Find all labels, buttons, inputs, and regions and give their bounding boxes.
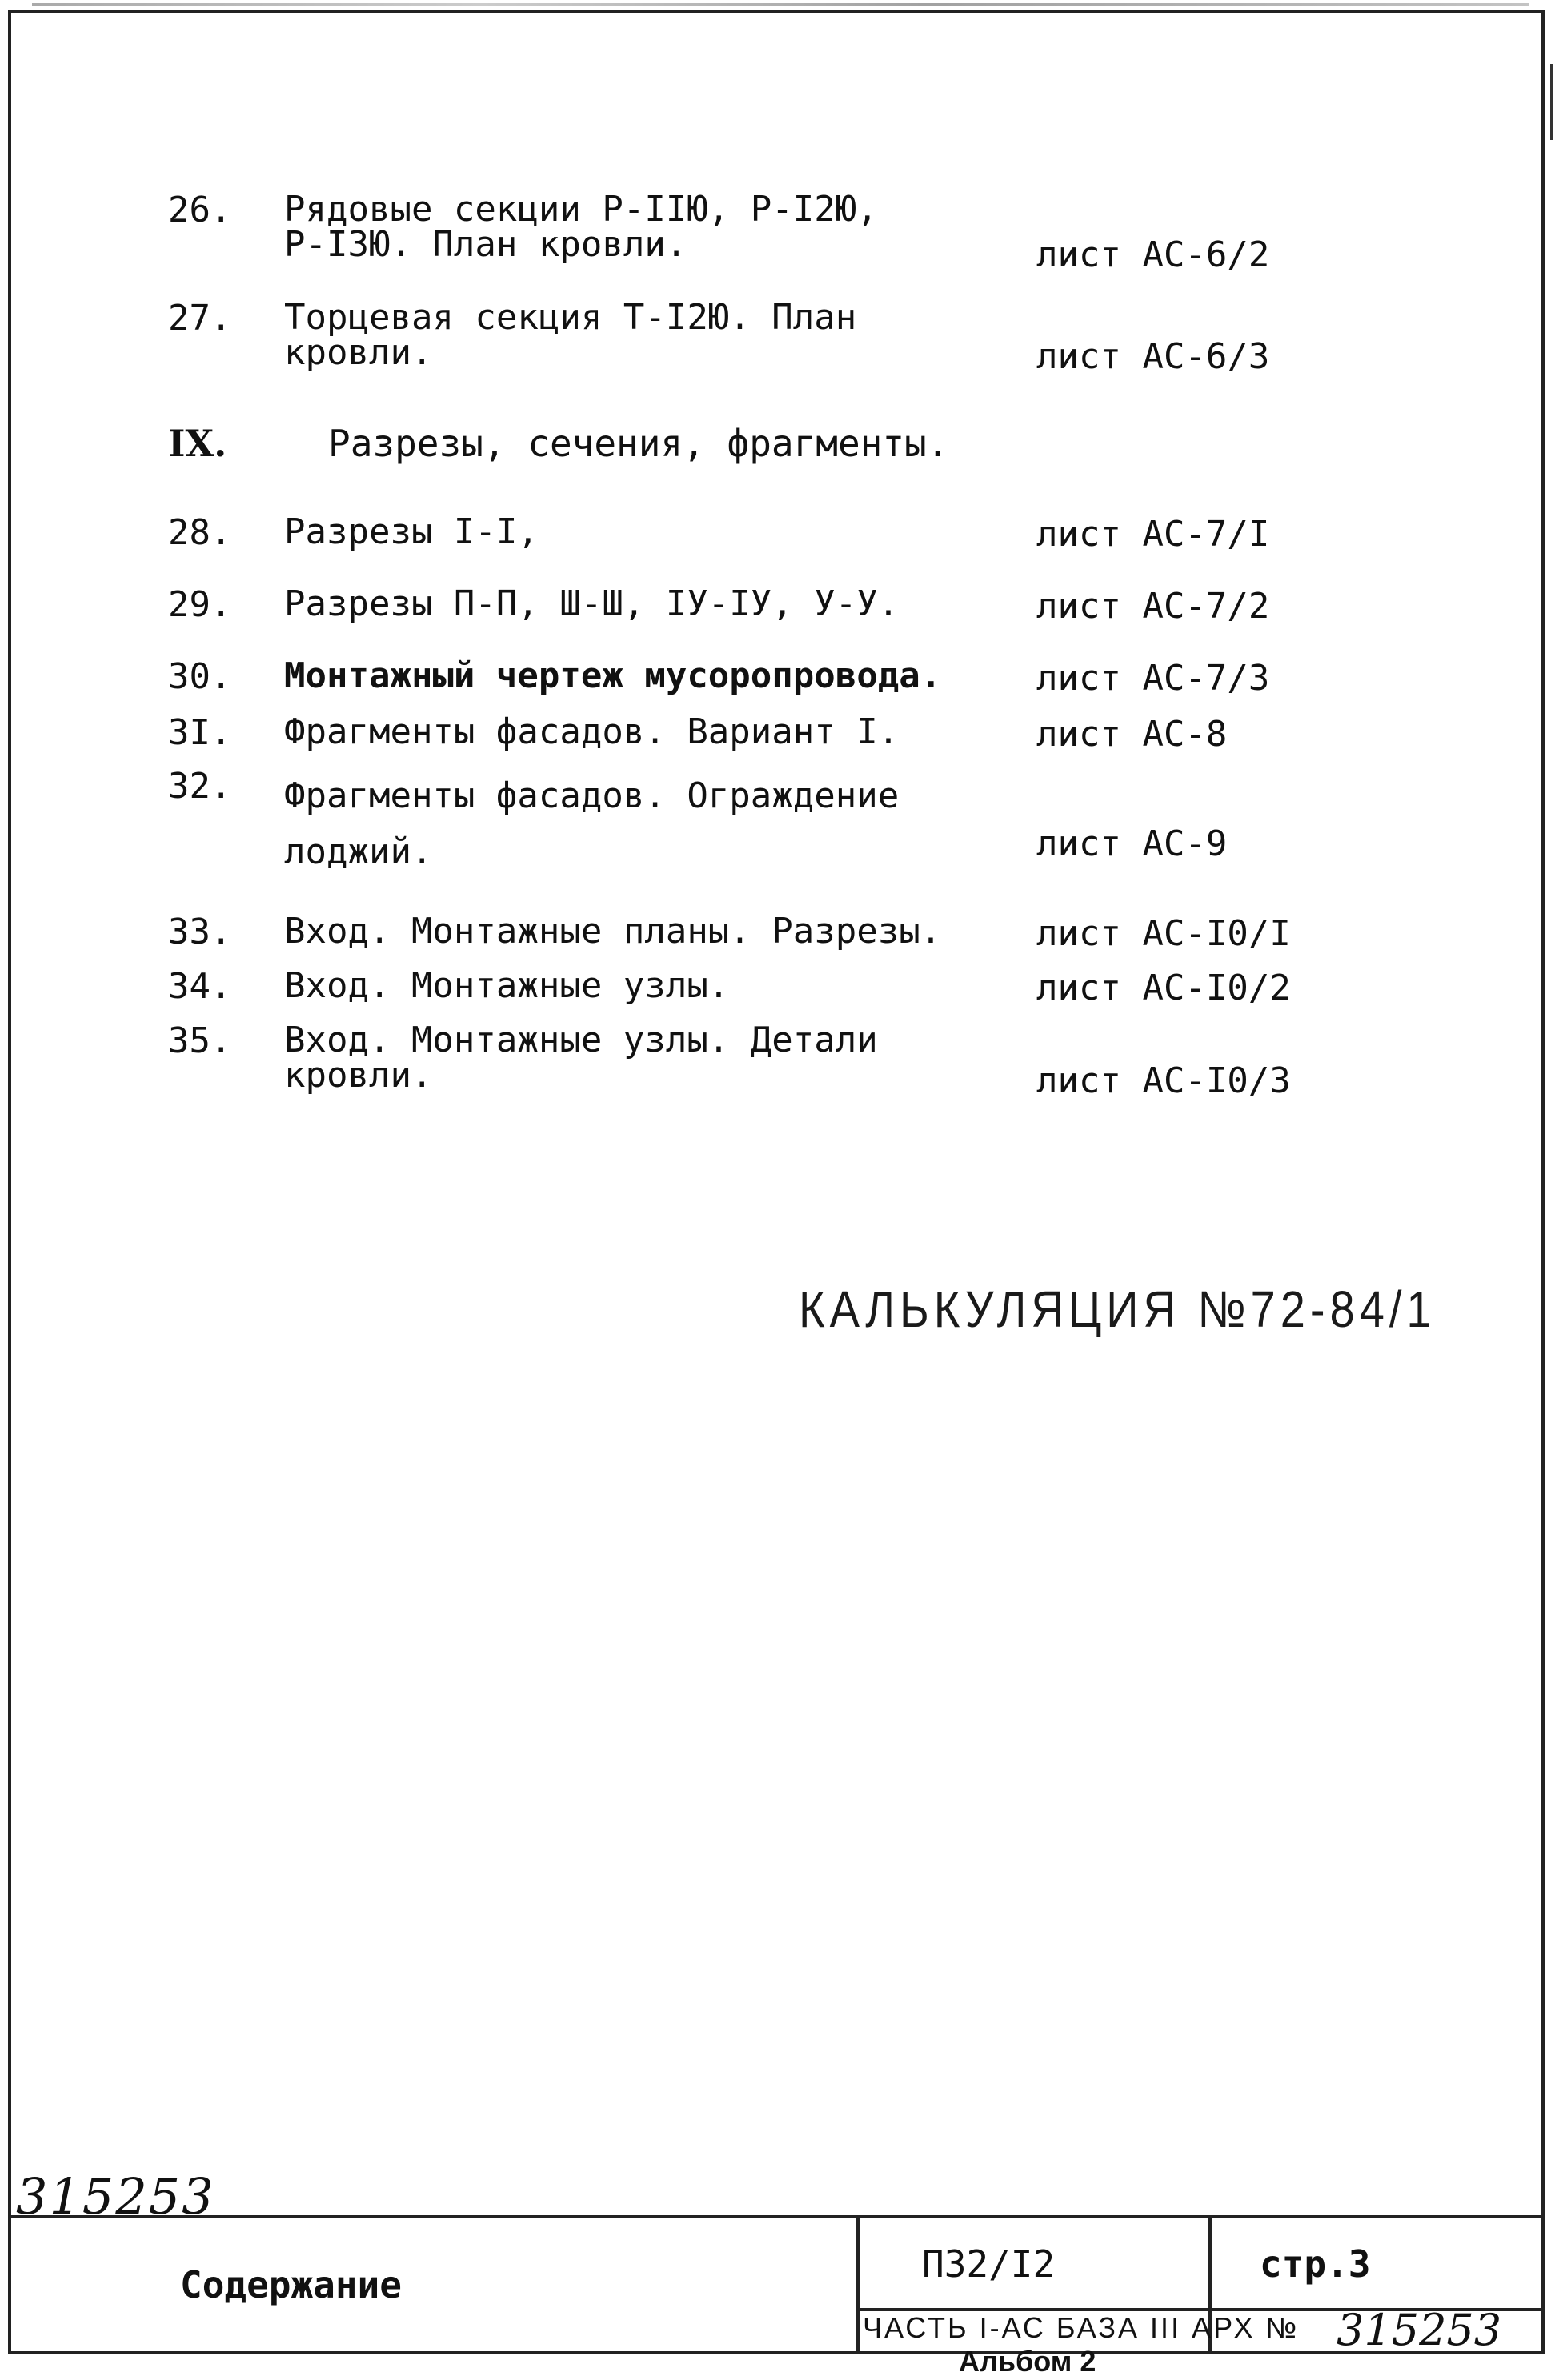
project-code: П32/I2: [922, 2242, 1056, 2286]
item-sheet-ref: лист АС-I0/I: [1036, 913, 1291, 954]
item-sheet-ref: лист АС-6/2: [1036, 234, 1270, 275]
section-title: Разрезы, сечения, фрагменты.: [328, 422, 949, 465]
item-title: Торцевая секция Т-I2Ю. План кровли.: [284, 297, 857, 373]
item-number: 26.: [168, 190, 232, 230]
item-sheet-ref: лист АС-7/3: [1036, 658, 1270, 699]
item-number: 28.: [168, 512, 232, 553]
item-title: Фрагменты фасадов. Ограждение лоджий.: [284, 775, 900, 872]
section-heading: [168, 422, 949, 465]
item-number: 30.: [168, 656, 232, 697]
item-number: 35.: [168, 1020, 232, 1061]
archive-number-handwritten: 315253: [16, 2167, 215, 2226]
item-number: 32.: [168, 766, 232, 807]
margin-mark: [1550, 64, 1553, 140]
item-title: Фрагменты фасадов. Вариант I.: [284, 711, 900, 752]
section-number: IX.: [168, 422, 227, 465]
item-title: Вход. Монтажные узлы.: [284, 965, 730, 1006]
item-number: 27.: [168, 298, 232, 339]
item-sheet-ref: лист АС-7/2: [1036, 586, 1270, 627]
item-title: Разрезы П-П, Ш-Ш, IУ-IУ, У-У.: [284, 583, 900, 624]
item-title: Монтажный чертеж мусоропровода.: [284, 655, 942, 696]
item-title: Разрезы I-I,: [284, 511, 539, 552]
item-sheet-ref: лист АС-9: [1036, 823, 1228, 864]
calculation-handwritten-note: КАЛЬКУЛЯЦИЯ №72-84/1: [799, 1280, 1437, 1338]
item-title: Рядовые секции Р-IIЮ, Р-I2Ю, Р-I3Ю. План кровли.: [284, 189, 878, 265]
item-title: Вход. Монтажные узлы. Детали кровли.: [284, 1020, 878, 1096]
part-and-archive-label: ЧАСТЬ I-АС БАЗА III АРХ №: [863, 2311, 1300, 2344]
item-sheet-ref: лист АС-7/I: [1036, 514, 1270, 555]
item-sheet-ref: лист АС-6/3: [1036, 336, 1270, 377]
item-sheet-ref: лист АС-I0/3: [1036, 1060, 1291, 1101]
item-sheet-ref: лист АС-I0/2: [1036, 968, 1291, 1008]
document-name: Содержание: [180, 2263, 402, 2306]
title-block-name-cell: [8, 2218, 856, 2351]
title-block: [8, 2215, 1545, 2355]
item-sheet-ref: лист АС-8: [1036, 714, 1228, 755]
item-title: Вход. Монтажные планы. Разрезы.: [284, 911, 942, 952]
item-number: 34.: [168, 966, 232, 1007]
archive-number: 315253: [1337, 2305, 1502, 2355]
page-number: стр.3: [1260, 2242, 1371, 2286]
item-number: 29.: [168, 584, 232, 625]
item-number: 33.: [168, 912, 232, 952]
item-number: 3I.: [168, 712, 232, 753]
album-label: Альбом 2: [959, 2345, 1096, 2378]
paper-edge-mark: [32, 3, 1529, 6]
